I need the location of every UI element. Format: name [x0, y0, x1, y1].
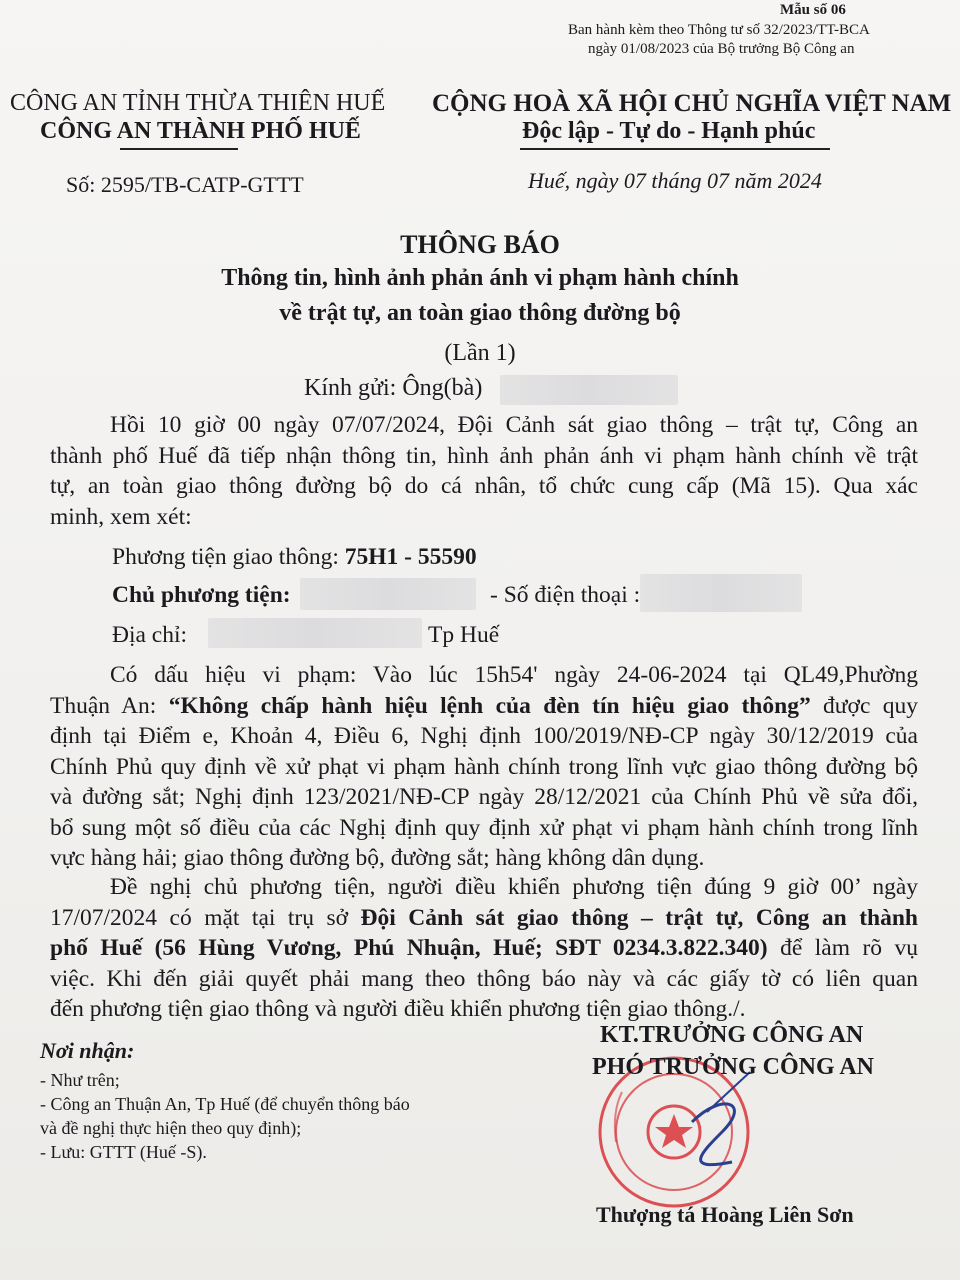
motto-underline [520, 148, 830, 150]
violation-line: Có dấu hiệu vi phạm: Vào lúc 15h54' ngày 24-06-2024 tại QL49,Phường [110, 662, 918, 688]
receiver-item: - Như trên; [40, 1070, 120, 1090]
redacted-phone [640, 574, 802, 612]
intro-line: Hồi 10 giờ 00 ngày 07/07/2024, Đội Cảnh sát giao thông – trật tự, Công an [110, 412, 918, 438]
document-number: Số: 2595/TB-CATP-GTTT [66, 172, 304, 197]
vehicle-plate: 75H1 - 55590 [344, 544, 477, 570]
owner-label: Chủ phương tiện: [112, 582, 291, 608]
request-paragraph [50, 872, 918, 1025]
violation-line: định tại Điểm e, Khoản 4, Điều 6, Nghị định 100/2019/NĐ-CP ngày 30/12/2019 của [50, 723, 918, 749]
station-name: Đội Cảnh sát giao thông – trật tự, Công an thành [360, 904, 918, 931]
receiver-item: và đề nghị thực hiện theo quy định); [40, 1118, 302, 1138]
request-line: việc. Khi đến giải quyết phải mang theo thông báo này và các giấy tờ có liên quan [50, 965, 918, 992]
violation-line: Chính Phủ quy định về xử phạt vi phạm hành chính trong lĩnh vực giao thông đường bộ [50, 753, 918, 780]
redacted-recipient [500, 375, 678, 405]
vehicle-label: Phương tiện giao thông: [112, 544, 345, 570]
intro-line: tự, an toàn giao thông đường bộ do cá nhân, tổ chức cung cấp (Mã 15). Qua xác [50, 473, 918, 499]
violation-line: và đường sắt; Nghị định 123/2021/NĐ-CP ngày 28/12/2021 của Chính Phủ về sửa đổi, [50, 784, 918, 810]
document-subtitle-1: Thông tin, hình ảnh phản ánh vi phạm hành chính [221, 265, 739, 291]
address-label: Địa chỉ: [112, 622, 188, 648]
recipient-label: Kính gửi: Ông(bà) [304, 375, 483, 401]
form-issuance-date: ngày 01/08/2023 của Bộ trưởng Bộ Công an [588, 41, 855, 57]
receiver-item: - Lưu: GTTT (Huế -S). [40, 1142, 207, 1162]
receivers-title: Nơi nhận: [40, 1038, 135, 1063]
violation-line: bổ sung một số điều của các Nghị định quy định xử phạt vi phạm hành chính trong lĩnh [50, 814, 918, 841]
request-line: Đề nghị chủ phương tiện, người điều khiển phương tiện đúng 9 giờ 00’ ngày [110, 874, 918, 900]
document-date: Huế, ngày 07 tháng 07 năm 2024 [528, 168, 822, 193]
form-issuance-line: Ban hành kèm theo Thông tư số 32/2023/TT-BCA [568, 22, 870, 38]
document-subtitle-2: về trật tự, an toàn giao thông đường bộ [279, 300, 681, 326]
receiver-item: - Công an Thuận An, Tp Huế (để chuyển thông báo [40, 1094, 410, 1114]
issuing-unit: CÔNG AN THÀNH PHỐ HUẾ [40, 118, 361, 144]
national-title: CỘNG HOÀ XÃ HỘI CHỦ NGHĨA VIỆT NAM [432, 90, 952, 117]
redacted-address [208, 618, 422, 648]
vehicle-row [112, 544, 477, 571]
redacted-owner [300, 578, 476, 610]
request-line: phố Huế (56 Hùng Vương, Phú Nhuận, Huế; SĐT 0234.3.822.340) để làm rõ vụ [50, 935, 918, 961]
form-number: Mẫu số 06 [780, 2, 846, 18]
intro-line: minh, xem xét: [50, 503, 192, 530]
signature-title-1: KT.TRƯỞNG CÔNG AN [600, 1022, 864, 1048]
request-line: 17/07/2024 có mặt tại trụ sở Đội Cảnh sát giao thông – trật tự, Công an thành [50, 904, 918, 931]
intro-line: thành phố Huế đã tiếp nhận thông tin, hình ảnh phản ánh vi phạm hành chính về trật [50, 442, 918, 469]
intro-paragraph [50, 410, 918, 532]
phone-label: - Số điện thoại : [490, 582, 641, 608]
signature-title-2: PHÓ TRƯỞNG CÔNG AN [592, 1054, 875, 1080]
agency-underline [120, 148, 238, 150]
request-line: đến phương tiện giao thông và người điều khiển phương tiện giao thông./. [50, 996, 746, 1022]
national-motto: Độc lập - Tự do - Hạnh phúc [522, 118, 816, 144]
violation-line: Thuận An: “Không chấp hành hiệu lệnh của đèn tín hiệu giao thông” được quy [50, 692, 918, 719]
address-city: Tp Huế [428, 622, 500, 648]
violation-name: “Không chấp hành hiệu lệnh của đèn tín hiệu giao thông” [168, 692, 811, 719]
document-title: THÔNG BÁO [400, 230, 560, 259]
station-address: phố Huế (56 Hùng Vương, Phú Nhuận, Huế; SĐT 0234.3.822.340) [50, 935, 768, 961]
violation-paragraph [50, 660, 918, 874]
issue-number: (Lần 1) [444, 340, 516, 366]
violation-line: vực hàng hải; giao thông đường bộ, đường sắt; hàng không dân dụng. [50, 845, 705, 871]
parent-agency: CÔNG AN TỈNH THỪA THIÊN HUẾ [10, 90, 386, 116]
signer-name: Thượng tá Hoàng Liên Sơn [596, 1202, 854, 1227]
